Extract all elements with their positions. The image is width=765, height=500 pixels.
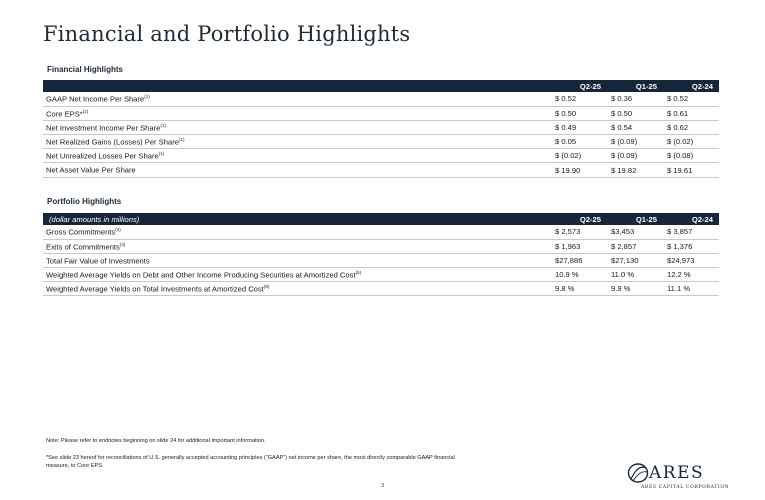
- row-label: Net Realized Gains (Losses) Per Share: [46, 137, 179, 147]
- value-cell: $27,886: [551, 253, 607, 267]
- value-cell: $ 0.05: [551, 135, 607, 149]
- page-title: Financial and Portfolio Highlights: [43, 22, 411, 46]
- value-cell: $ (0.09): [607, 135, 663, 149]
- footnote-marker: (3): [115, 227, 121, 233]
- value-cell: $ 0.50: [607, 106, 663, 120]
- value-cell: $24,973: [663, 253, 719, 267]
- row-label: Total Fair Value of Investments: [46, 256, 150, 266]
- table-row: [43, 92, 719, 106]
- value-cell: $ 0.52: [663, 92, 719, 106]
- table-header-row: [43, 213, 719, 225]
- value-cell: $ 19.61: [663, 163, 719, 177]
- ares-logo: [627, 462, 731, 492]
- row-label: Weighted Average Yields on Total Investments at Amortized Cost: [46, 284, 264, 294]
- footnote-marker: (4): [119, 241, 126, 247]
- table-row: [43, 253, 719, 267]
- value-cell: 10.9 %: [551, 268, 607, 282]
- value-cell: $ 1,376: [663, 239, 719, 253]
- table-row: [43, 163, 719, 177]
- table-row: [43, 282, 719, 296]
- value-cell: 12.2 %: [663, 268, 719, 282]
- ares-swirl-icon: [627, 462, 649, 484]
- row-label-cell: [43, 239, 551, 253]
- value-cell: $ (0.02): [551, 149, 607, 163]
- page-number: 3: [380, 483, 385, 489]
- row-label: Net Investment Income Per Share: [46, 123, 161, 133]
- value-cell: $ 0.62: [663, 120, 719, 134]
- footnote-marker: (1): [160, 122, 167, 128]
- value-cell: $ 0.52: [551, 92, 607, 106]
- value-cell: $ 0.49: [551, 120, 607, 134]
- value-cell: $27,130: [607, 253, 663, 267]
- value-cell: $ 19.90: [551, 163, 607, 177]
- value-cell: $ 2,573: [551, 225, 607, 239]
- footnote-line: *See slide 23 hereof for reconciliations of U.S. generally accepted accounting principles (“GAAP”) net income per share, the most directly comparable GAAP financial: [46, 455, 455, 461]
- footnote-marker: (1): [158, 151, 165, 157]
- value-cell: $ 0.36: [607, 92, 663, 106]
- portfolio-highlights-label: Portfolio Highlights: [47, 197, 122, 206]
- table-row: [43, 268, 719, 282]
- portfolio-highlights-table: [43, 213, 719, 296]
- value-cell: $ 0.54: [607, 120, 663, 134]
- table-row: [43, 120, 719, 134]
- core-eps-footnote: [46, 454, 455, 470]
- column-header: Q2-25: [579, 214, 601, 224]
- logo-wordmark: ARES: [649, 463, 705, 483]
- financial-highlights-label: Financial Highlights: [47, 65, 124, 74]
- value-cell: 9.8 %: [551, 282, 607, 296]
- value-cell: $ 0.50: [551, 106, 607, 120]
- row-label-cell: [43, 225, 551, 239]
- value-cell: $ 2,857: [607, 239, 663, 253]
- table-row: [43, 239, 719, 253]
- value-cell: 11.0 %: [607, 268, 663, 282]
- footnote-marker: (5): [355, 269, 362, 275]
- row-label: Net Asset Value Per Share: [46, 165, 136, 175]
- value-cell: $3,453: [607, 225, 663, 239]
- row-label: Net Unrealized Losses Per Share: [46, 151, 159, 161]
- value-cell: 9.9 %: [607, 282, 663, 296]
- value-cell: $ (0.08): [663, 149, 719, 163]
- row-label: Gross Commitments: [46, 227, 116, 237]
- column-header: Q2-24: [691, 81, 713, 91]
- value-cell: $ 19.82: [607, 163, 663, 177]
- row-label-cell: [43, 135, 551, 149]
- column-header: Q2-25: [579, 81, 601, 91]
- value-cell: $ 0.61: [663, 106, 719, 120]
- row-label-cell: [43, 92, 551, 106]
- footnote-line: measure, to Core EPS.: [46, 463, 104, 469]
- value-cell: 11.1 %: [663, 282, 719, 296]
- row-label: GAAP Net Income Per Share: [46, 94, 145, 104]
- table-row: [43, 225, 719, 239]
- logo-subtitle: ARES CAPITAL CORPORATION: [641, 485, 730, 490]
- endnotes-note: Note: Please refer to endnotes beginning on slide 24 for additional important information.: [46, 438, 266, 444]
- row-label: Exits of Commitments: [46, 242, 120, 252]
- row-label-cell: [43, 268, 551, 282]
- financial-highlights-table: [43, 80, 719, 178]
- value-cell: $ 1,963: [551, 239, 607, 253]
- row-label-cell: [43, 149, 551, 163]
- value-cell: $ (0.02): [663, 135, 719, 149]
- table-row: [43, 149, 719, 163]
- column-header: Q1-25: [635, 81, 657, 91]
- footnote-marker: (2): [82, 108, 89, 114]
- footnote-marker: (1): [178, 136, 185, 142]
- value-cell: $ 3,857: [663, 225, 719, 239]
- footnote-marker: (1): [144, 94, 150, 100]
- row-label: Core EPS*: [46, 109, 83, 119]
- table-row: [43, 106, 719, 120]
- row-label-cell: [43, 253, 551, 267]
- column-header: Q1-25: [635, 214, 657, 224]
- row-label-cell: [43, 163, 551, 177]
- row-label-cell: [43, 120, 551, 134]
- column-header: Q2-24: [691, 214, 713, 224]
- header-label: [43, 80, 551, 92]
- footnote-marker: (6): [263, 284, 270, 290]
- table-row: [43, 135, 719, 149]
- value-cell: $ (0.09): [607, 149, 663, 163]
- header-label: (dollar amounts in millions): [49, 214, 140, 224]
- row-label-cell: [43, 282, 551, 296]
- table-header-row: [43, 80, 719, 92]
- row-label-cell: [43, 106, 551, 120]
- row-label: Weighted Average Yields on Debt and Other Income Producing Securities at Amortized Cost: [46, 270, 356, 280]
